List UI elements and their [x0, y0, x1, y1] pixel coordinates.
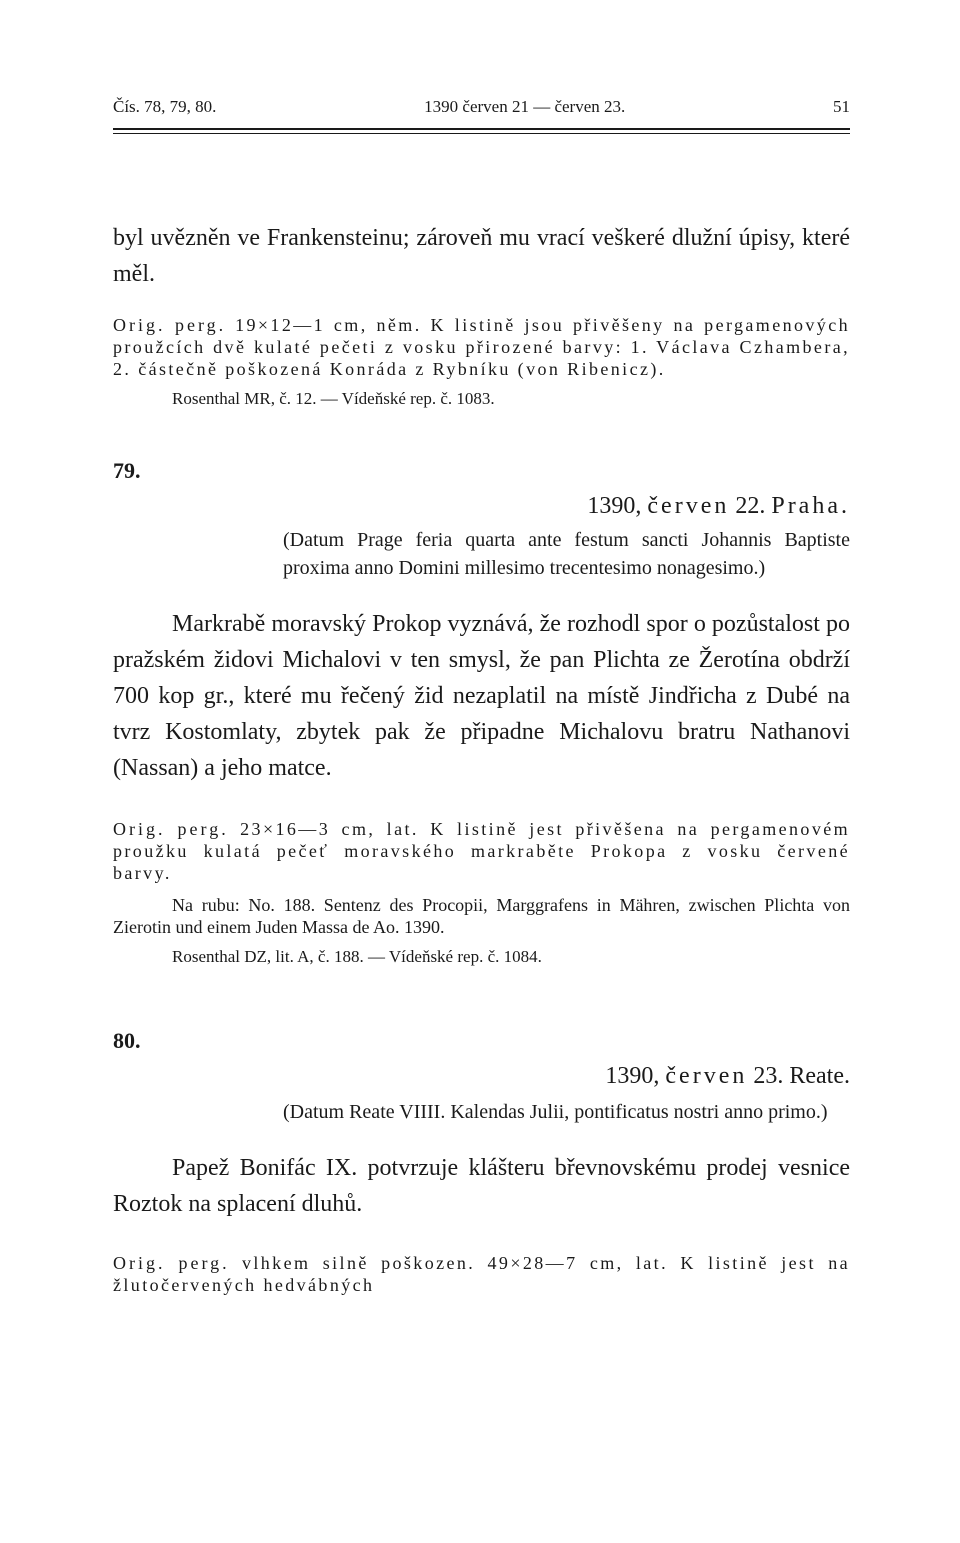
- doc80-orig: [113, 1252, 850, 1296]
- doc79-dateline: [113, 490, 850, 522]
- doc79-place: Praha.: [771, 493, 850, 519]
- doc79-verso-note: Na rubu: No. 188. Sentenz des Procopii, Marggrafens in Mähren, zwischen Plichta von Zierotin und einem Juden Massa de Ao. 1390.: [113, 895, 850, 937]
- doc78-orig-text: 19×12—1 cm, něm. K listině jsou přivěšeny na pergamenových proužcích dvě kulaté pečeti z vosku přirozené barvy: 1. Václava Czhambera, 2. částečně poškozená Konráda z Rybníku (von Ribenicz).: [113, 315, 850, 379]
- doc79-date-month: červen: [647, 493, 730, 519]
- doc80-dateline: [113, 1060, 850, 1092]
- doc78-orig-label: Orig. perg.: [113, 315, 227, 335]
- doc78-reference: Rosenthal MR, č. 12. — Vídeňské rep. č. 1083.: [172, 389, 495, 408]
- doc79-orig-label: Orig. perg.: [113, 819, 229, 839]
- doc80-date-year: 1390,: [605, 1063, 660, 1089]
- page-number: 51: [832, 97, 850, 116]
- doc79-date-day: 22.: [735, 493, 766, 519]
- header-doc-numbers: Čís. 78, 79, 80.: [113, 97, 217, 116]
- doc79-latin-datum: (Datum Prage feria quarta ante festum sancti Johannis Baptiste proxima anno Domini millesimo trecentesimo nonagesimo.): [283, 529, 850, 579]
- header-rule-thin: [113, 133, 850, 134]
- header-date-range: 1390 červen 21 — červen 23.: [424, 97, 626, 116]
- doc80-orig-text: vlhkem silně poškozen. 49×28—7 cm, lat. K listině jest na žlutočervených hedvábných: [113, 1253, 850, 1295]
- doc80-date-day: 23.: [753, 1063, 784, 1089]
- doc79-orig: [113, 818, 850, 884]
- doc80-summary: Papež Bonifác IX. potvrzuje klášteru břevnovskému prodej vesnice Roztok na splacení dluhů.: [113, 1155, 850, 1217]
- document-page: [113, 96, 850, 1296]
- doc79-number: 79.: [113, 458, 141, 483]
- doc80-date-month: červen: [665, 1063, 748, 1089]
- doc79-reference: Rosenthal DZ, lit. A, č. 188. — Vídeňské rep. č. 1084.: [172, 947, 542, 966]
- doc78-orig: [113, 314, 850, 380]
- doc80-latin-datum: (Datum Reate VIIII. Kalendas Julii, pontificatus nostri anno primo.): [283, 1101, 828, 1123]
- doc79-date-year: 1390,: [587, 493, 642, 519]
- doc78-text: byl uvězněn ve Frankensteinu; zároveň mu vrací veškeré dlužní úpisy, které měl.: [113, 225, 850, 287]
- doc79-orig-text: 23×16—3 cm, lat. K listině jest přivěšena na pergamenovém proužku kulatá pečeť moravského markraběte Prokopa z vosku červené barvy.: [113, 819, 851, 883]
- doc80-number: 80.: [113, 1028, 141, 1053]
- doc80-orig-label: Orig. perg.: [113, 1253, 230, 1273]
- running-head: [113, 96, 850, 124]
- doc79-summary: Markrabě moravský Prokop vyznává, že rozhodl spor o pozůstalost po pražském židovi Michalovi v ten smysl, že pan Plichta ze Žerotína obdrží 700 kop gr., které mu řečený žid nezaplatil na místě Jindřicha z Dubé na tvrz Kostomlaty, zbytek pak že připadne Michalovu bratru Nathanovi (Nassan) a jeho matce.: [113, 611, 850, 781]
- doc80-place: Reate.: [789, 1063, 850, 1089]
- header-rule-thick: [113, 128, 850, 130]
